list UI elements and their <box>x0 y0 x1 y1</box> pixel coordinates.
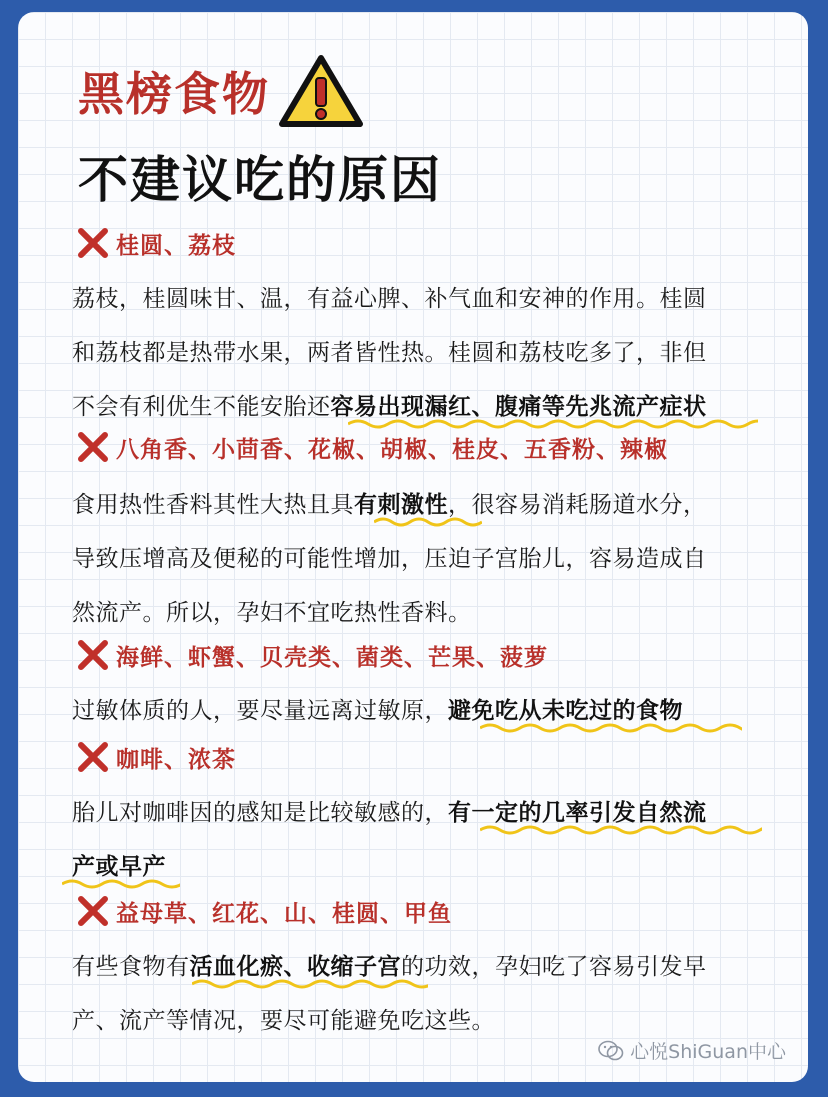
category-heading <box>76 638 548 672</box>
category-heading <box>76 226 236 260</box>
text-line <box>72 1002 792 1035</box>
category-heading <box>76 894 452 928</box>
text-line <box>72 594 792 627</box>
page-subtitle: 不建议吃的原因 <box>78 151 442 209</box>
poster-card <box>18 12 808 1082</box>
cross-icon <box>76 894 110 928</box>
text-line <box>72 486 792 519</box>
highlight-text: 有刺激性 <box>354 492 448 518</box>
text-segment: 的功效，孕妇吃了容易引发早 <box>401 954 707 980</box>
title-row <box>78 54 364 128</box>
text-segment: 过敏体质的人，要尽量远离过敏原， <box>72 698 448 724</box>
text-segment: ，很容易消耗肠道水分， <box>448 492 707 518</box>
text-segment: 荔枝，桂圆味甘、温，有益心脾、补气血和安神的作用。桂圆 <box>72 286 707 312</box>
page-title: 黑榜食物 <box>78 67 270 121</box>
cross-icon <box>76 740 110 774</box>
text-line <box>72 280 792 313</box>
text-segment: 食用热性香料其性大热且具 <box>72 492 354 518</box>
category-label: 桂圆、荔枝 <box>116 232 236 259</box>
text-line <box>72 334 792 367</box>
highlight-text: 产或早产 <box>72 854 166 880</box>
category-heading <box>76 430 668 464</box>
watermark-text: 心悦ShiGuan中心 <box>630 1041 786 1063</box>
text-segment: 导致压增高及便秘的可能性增加，压迫子宫胎儿，容易造成自 <box>72 546 707 572</box>
text-line <box>72 540 792 573</box>
category-label: 八角香、小茴香、花椒、胡椒、桂皮、五香粉、辣椒 <box>116 436 668 463</box>
wavy-underline <box>348 418 758 430</box>
cross-icon <box>76 226 110 260</box>
text-segment: 产、流产等情况，要尽可能避免吃这些。 <box>72 1008 495 1034</box>
wavy-underline <box>480 824 762 836</box>
text-line <box>72 692 792 725</box>
category-label: 益母草、红花、山、桂圆、甲鱼 <box>116 900 452 927</box>
text-segment: 胎儿对咖啡因的感知是比较敏感的， <box>72 800 448 826</box>
text-segment: 然流产。所以，孕妇不宜吃热性香料。 <box>72 600 472 626</box>
text-segment: 有些食物有 <box>72 954 190 980</box>
highlight-text: 活血化瘀、收缩子宫 <box>189 954 401 980</box>
wechat-icon <box>598 1040 624 1062</box>
warning-triangle-icon <box>278 54 364 128</box>
highlight-text: 容易出现漏红、腹痛等先兆流产症状 <box>330 394 707 420</box>
category-heading <box>76 740 236 774</box>
wavy-underline <box>62 878 180 890</box>
highlight-text: 避免吃从未吃过的食物 <box>448 698 683 724</box>
text-line <box>72 794 792 827</box>
text-segment: 不会有利优生不能安胎还 <box>72 394 331 420</box>
highlight-text: 有一定的几率引发自然流 <box>448 800 707 826</box>
category-label: 咖啡、浓茶 <box>116 746 236 773</box>
text-segment: 和荔枝都是热带水果，两者皆性热。桂圆和荔枝吃多了，非但 <box>72 340 707 366</box>
category-label: 海鲜、虾蟹、贝壳类、菌类、芒果、菠萝 <box>116 644 548 671</box>
cross-icon <box>76 638 110 672</box>
text-line <box>72 948 792 981</box>
cross-icon <box>76 430 110 464</box>
wavy-underline <box>480 722 742 734</box>
wavy-underline <box>192 978 428 990</box>
watermark <box>598 1037 786 1064</box>
text-line <box>72 848 792 881</box>
wavy-underline <box>374 516 482 528</box>
text-line <box>72 388 792 421</box>
